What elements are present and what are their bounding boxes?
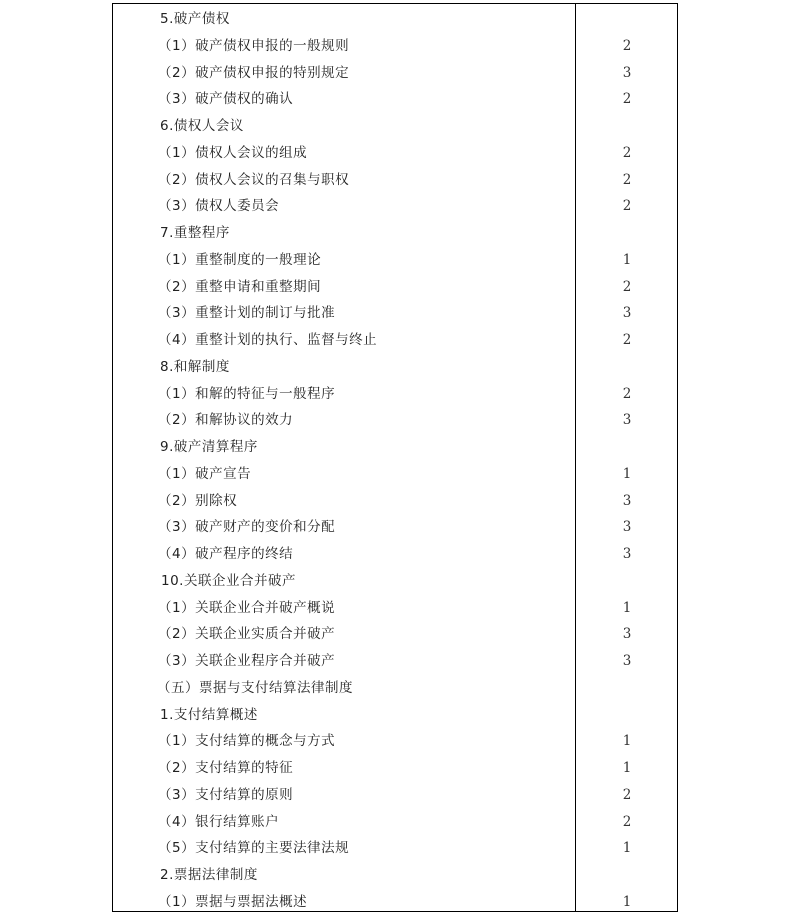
table-row bbox=[113, 782, 677, 809]
table-row bbox=[113, 889, 677, 916]
topic-text: （2）别除权 bbox=[158, 492, 238, 509]
topic-text: （3）破产财产的变价和分配 bbox=[158, 519, 336, 536]
hours-value: 2 bbox=[622, 91, 632, 108]
hours-value: 2 bbox=[622, 37, 632, 54]
topic-text: （2）重整申请和重整期间 bbox=[158, 278, 322, 295]
hours-value: 3 bbox=[622, 305, 632, 322]
topic-text: （2）支付结算的特征 bbox=[158, 760, 294, 776]
topic-text: （1）债权人会议的组成 bbox=[158, 144, 308, 161]
table-row bbox=[113, 461, 677, 488]
section-heading-row bbox=[113, 220, 677, 247]
topic-text: （1）和解的特征与一般程序 bbox=[158, 385, 336, 402]
section-heading: 5.破产债权 bbox=[160, 11, 230, 27]
hours-value: 1 bbox=[622, 840, 632, 857]
topic-text: （2）债权人会议的召集与职权 bbox=[158, 171, 350, 188]
topic-text: （4）破产程序的终结 bbox=[158, 546, 294, 562]
topic-text: （3）重整计划的制订与批准 bbox=[158, 305, 336, 322]
section-heading-row bbox=[113, 568, 677, 595]
section-heading: 9.破产清算程序 bbox=[160, 439, 258, 455]
table-row bbox=[113, 193, 677, 220]
table-row bbox=[113, 488, 677, 515]
syllabus-table bbox=[112, 3, 678, 912]
hours-value: 3 bbox=[622, 546, 632, 562]
table-row bbox=[113, 514, 677, 541]
section-heading-row bbox=[113, 675, 677, 702]
hours-value: 2 bbox=[622, 198, 632, 215]
table-row bbox=[113, 835, 677, 862]
hours-value: 1 bbox=[622, 465, 632, 482]
table-row bbox=[113, 648, 677, 675]
hours-value: 3 bbox=[622, 492, 632, 509]
hours-value: 2 bbox=[622, 332, 632, 348]
topic-text: （4）银行结算账户 bbox=[158, 813, 280, 830]
table-row bbox=[113, 327, 677, 354]
table-row bbox=[113, 809, 677, 836]
topic-text: （3）支付结算的原则 bbox=[158, 786, 294, 803]
section-heading-row bbox=[113, 113, 677, 140]
table-row bbox=[113, 140, 677, 167]
hours-value: 3 bbox=[622, 412, 632, 429]
section-heading-row bbox=[113, 354, 677, 381]
table-row bbox=[113, 247, 677, 274]
section-heading: 2.票据法律制度 bbox=[160, 867, 258, 883]
table-rows bbox=[113, 6, 677, 916]
section-heading-row bbox=[113, 862, 677, 889]
hours-value: 3 bbox=[622, 653, 632, 669]
section-heading: 8.和解制度 bbox=[160, 358, 230, 375]
section-heading: 7.重整程序 bbox=[160, 225, 230, 241]
topic-text: （1）关联企业合并破产概说 bbox=[158, 599, 336, 616]
table-row bbox=[113, 60, 677, 87]
hours-value: 1 bbox=[622, 733, 632, 750]
hours-value: 3 bbox=[622, 519, 632, 536]
topic-text: （2）关联企业实质合并破产 bbox=[158, 626, 336, 643]
table-row bbox=[113, 381, 677, 408]
section-heading-row bbox=[113, 434, 677, 461]
topic-text: （4）重整计划的执行、监督与终止 bbox=[158, 332, 378, 348]
hours-value: 1 bbox=[622, 251, 632, 268]
hours-value: 1 bbox=[622, 599, 632, 616]
hours-value: 2 bbox=[622, 278, 632, 295]
hours-value: 3 bbox=[622, 64, 632, 81]
topic-text: （1）破产债权申报的一般规则 bbox=[158, 37, 350, 54]
topic-text: （2）和解协议的效力 bbox=[158, 412, 294, 429]
section-heading-row bbox=[113, 702, 677, 729]
hours-value: 2 bbox=[622, 171, 632, 188]
hours-value: 3 bbox=[622, 626, 632, 643]
topic-text: （2）破产债权申报的特别规定 bbox=[158, 64, 350, 81]
table-row bbox=[113, 621, 677, 648]
section-heading: （五）票据与支付结算法律制度 bbox=[157, 679, 353, 696]
table-row bbox=[113, 274, 677, 301]
table-row bbox=[113, 755, 677, 782]
hours-value: 2 bbox=[622, 385, 632, 402]
table-row bbox=[113, 595, 677, 622]
table-row bbox=[113, 33, 677, 60]
section-heading: 6.债权人会议 bbox=[160, 118, 244, 134]
hours-value: 2 bbox=[622, 786, 632, 803]
table-row bbox=[113, 728, 677, 755]
table-row bbox=[113, 86, 677, 113]
hours-value: 2 bbox=[622, 144, 632, 161]
hours-value: 1 bbox=[622, 760, 632, 776]
topic-text: （3）破产债权的确认 bbox=[158, 91, 294, 108]
topic-text: （3）债权人委员会 bbox=[158, 198, 280, 215]
topic-text: （5）支付结算的主要法律法规 bbox=[158, 840, 350, 857]
topic-text: （3）关联企业程序合并破产 bbox=[158, 653, 336, 669]
section-heading-row bbox=[113, 6, 677, 33]
hours-value: 2 bbox=[622, 813, 632, 830]
table-row bbox=[113, 541, 677, 568]
topic-text: （1）重整制度的一般理论 bbox=[158, 251, 322, 268]
topic-text: （1）票据与票据法概述 bbox=[158, 893, 308, 910]
topic-text: （1）破产宣告 bbox=[158, 465, 252, 482]
section-heading: 1.支付结算概述 bbox=[160, 706, 258, 723]
table-row bbox=[113, 167, 677, 194]
hours-value: 1 bbox=[622, 893, 632, 910]
table-row bbox=[113, 407, 677, 434]
topic-text: （1）支付结算的概念与方式 bbox=[158, 733, 336, 750]
section-heading: 10.关联企业合并破产 bbox=[161, 572, 296, 589]
table-row bbox=[113, 300, 677, 327]
